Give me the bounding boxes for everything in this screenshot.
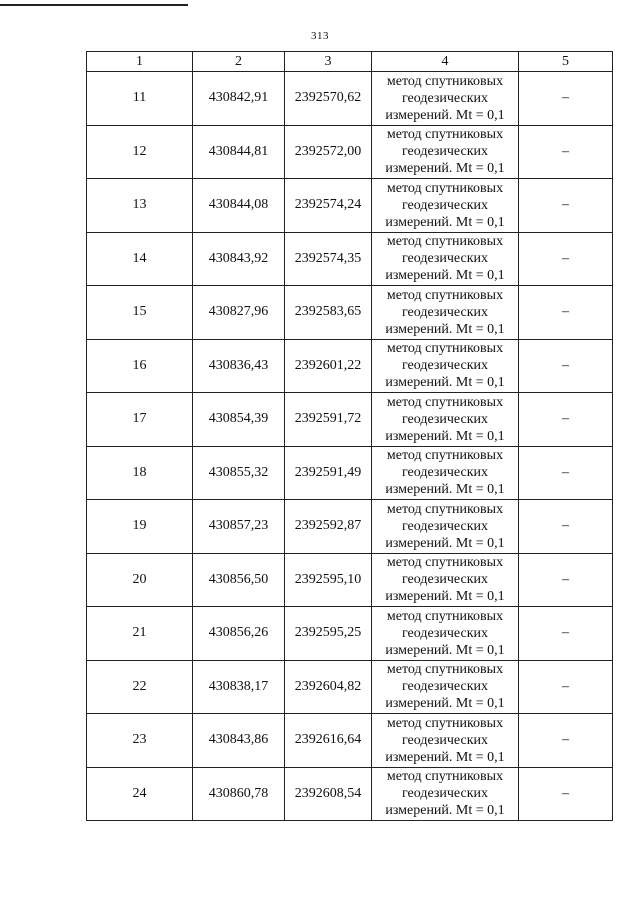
x-coordinate-cell: 430855,32 [193, 446, 285, 500]
method-line: измерений. Mt = 0,1 [385, 428, 505, 444]
column-header-3: 3 [285, 52, 372, 72]
method-cell [372, 446, 519, 500]
note-cell: – [519, 500, 613, 554]
x-coordinate-cell: 430856,26 [193, 607, 285, 661]
method-line: метод спутниковых [386, 341, 504, 357]
x-coordinate-cell: 430844,08 [193, 179, 285, 233]
method-cell [372, 339, 519, 393]
point-number-cell: 24 [87, 767, 193, 821]
table-row [87, 767, 613, 821]
x-coordinate-cell: 430856,50 [193, 553, 285, 607]
method-line: геодезических [401, 90, 488, 106]
column-header-2: 2 [193, 52, 285, 72]
method-line: геодезических [401, 518, 488, 534]
method-line: измерений. Mt = 0,1 [385, 214, 505, 230]
page-number: 313 [311, 30, 329, 42]
y-coordinate-cell: 2392595,25 [285, 607, 372, 661]
method-line: геодезических [401, 144, 488, 160]
table-row [87, 72, 613, 126]
method-cell [372, 232, 519, 286]
y-coordinate-cell: 2392572,00 [285, 125, 372, 179]
method-line: метод спутниковых [386, 394, 504, 410]
table-row [87, 339, 613, 393]
y-coordinate-cell: 2392574,24 [285, 179, 372, 233]
y-coordinate-cell: 2392595,10 [285, 553, 372, 607]
x-coordinate-cell: 430854,39 [193, 393, 285, 447]
method-line: геодезических [401, 786, 488, 802]
column-header-4: 4 [372, 52, 519, 72]
method-line: метод спутниковых [386, 287, 504, 303]
method-line: метод спутниковых [386, 555, 504, 571]
method-line: метод спутниковых [386, 501, 504, 517]
method-line: измерений. Mt = 0,1 [385, 268, 505, 284]
point-number-cell: 15 [87, 286, 193, 340]
table-row [87, 125, 613, 179]
note-cell: – [519, 339, 613, 393]
y-coordinate-cell: 2392591,72 [285, 393, 372, 447]
x-coordinate-cell: 430836,43 [193, 339, 285, 393]
method-line: метод спутниковых [386, 127, 504, 143]
point-number-cell: 19 [87, 500, 193, 554]
table-row [87, 607, 613, 661]
method-line: геодезических [401, 732, 488, 748]
note-cell: – [519, 232, 613, 286]
y-coordinate-cell: 2392604,82 [285, 660, 372, 714]
column-header-5: 5 [519, 52, 613, 72]
coordinates-table [86, 51, 613, 821]
method-line: геодезических [401, 625, 488, 641]
table-row [87, 660, 613, 714]
method-cell [372, 179, 519, 233]
method-line: метод спутниковых [386, 180, 504, 196]
method-cell [372, 72, 519, 126]
method-line: геодезических [401, 304, 488, 320]
method-line: геодезических [401, 465, 488, 481]
method-line: измерений. Mt = 0,1 [385, 749, 505, 765]
point-number-cell: 17 [87, 393, 193, 447]
method-cell [372, 660, 519, 714]
point-number-cell: 13 [87, 179, 193, 233]
method-line: измерений. Mt = 0,1 [385, 321, 505, 337]
method-line: метод спутниковых [386, 73, 504, 89]
method-line: метод спутниковых [386, 769, 504, 785]
note-cell: – [519, 72, 613, 126]
note-cell: – [519, 179, 613, 233]
method-line: метод спутниковых [386, 608, 504, 624]
method-cell [372, 286, 519, 340]
method-line: измерений. Mt = 0,1 [385, 535, 505, 551]
x-coordinate-cell: 430843,86 [193, 714, 285, 768]
note-cell: – [519, 393, 613, 447]
table-row [87, 179, 613, 233]
note-cell: – [519, 553, 613, 607]
note-cell: – [519, 446, 613, 500]
table-body [87, 72, 613, 821]
point-number-cell: 20 [87, 553, 193, 607]
column-header-1: 1 [87, 52, 193, 72]
method-line: геодезических [401, 572, 488, 588]
method-line: геодезических [401, 679, 488, 695]
method-line: геодезических [401, 251, 488, 267]
x-coordinate-cell: 430838,17 [193, 660, 285, 714]
x-coordinate-cell: 430843,92 [193, 232, 285, 286]
table-header-row [87, 52, 613, 72]
table-row [87, 232, 613, 286]
note-cell: – [519, 767, 613, 821]
method-cell [372, 500, 519, 554]
method-line: измерений. Mt = 0,1 [385, 161, 505, 177]
method-line: метод спутниковых [386, 715, 504, 731]
x-coordinate-cell: 430827,96 [193, 286, 285, 340]
method-line: метод спутниковых [386, 234, 504, 250]
method-line: геодезических [401, 411, 488, 427]
method-line: измерений. Mt = 0,1 [385, 696, 505, 712]
x-coordinate-cell: 430844,81 [193, 125, 285, 179]
method-line: измерений. Mt = 0,1 [385, 482, 505, 498]
point-number-cell: 23 [87, 714, 193, 768]
y-coordinate-cell: 2392616,64 [285, 714, 372, 768]
note-cell: – [519, 607, 613, 661]
method-line: измерений. Mt = 0,1 [385, 107, 505, 123]
method-line: измерений. Mt = 0,1 [385, 589, 505, 605]
method-cell [372, 714, 519, 768]
note-cell: – [519, 286, 613, 340]
point-number-cell: 12 [87, 125, 193, 179]
point-number-cell: 18 [87, 446, 193, 500]
method-line: измерений. Mt = 0,1 [385, 375, 505, 391]
y-coordinate-cell: 2392591,49 [285, 446, 372, 500]
table-row [87, 286, 613, 340]
method-line: измерений. Mt = 0,1 [385, 803, 505, 819]
table-row [87, 500, 613, 554]
y-coordinate-cell: 2392570,62 [285, 72, 372, 126]
point-number-cell: 22 [87, 660, 193, 714]
method-line: метод спутниковых [386, 448, 504, 464]
table-row [87, 446, 613, 500]
point-number-cell: 21 [87, 607, 193, 661]
method-cell [372, 767, 519, 821]
point-number-cell: 11 [87, 72, 193, 126]
method-line: метод спутниковых [386, 662, 504, 678]
y-coordinate-cell: 2392601,22 [285, 339, 372, 393]
point-number-cell: 16 [87, 339, 193, 393]
note-cell: – [519, 660, 613, 714]
method-line: геодезических [401, 197, 488, 213]
y-coordinate-cell: 2392583,65 [285, 286, 372, 340]
method-cell [372, 393, 519, 447]
table-row [87, 553, 613, 607]
method-line: измерений. Mt = 0,1 [385, 642, 505, 658]
method-line: геодезических [401, 358, 488, 374]
x-coordinate-cell: 430860,78 [193, 767, 285, 821]
x-coordinate-cell: 430842,91 [193, 72, 285, 126]
method-cell [372, 553, 519, 607]
method-cell [372, 607, 519, 661]
table-row [87, 714, 613, 768]
note-cell: – [519, 125, 613, 179]
point-number-cell: 14 [87, 232, 193, 286]
y-coordinate-cell: 2392592,87 [285, 500, 372, 554]
table-row [87, 393, 613, 447]
note-cell: – [519, 714, 613, 768]
x-coordinate-cell: 430857,23 [193, 500, 285, 554]
y-coordinate-cell: 2392574,35 [285, 232, 372, 286]
y-coordinate-cell: 2392608,54 [285, 767, 372, 821]
method-cell [372, 125, 519, 179]
top-rule [0, 4, 188, 6]
